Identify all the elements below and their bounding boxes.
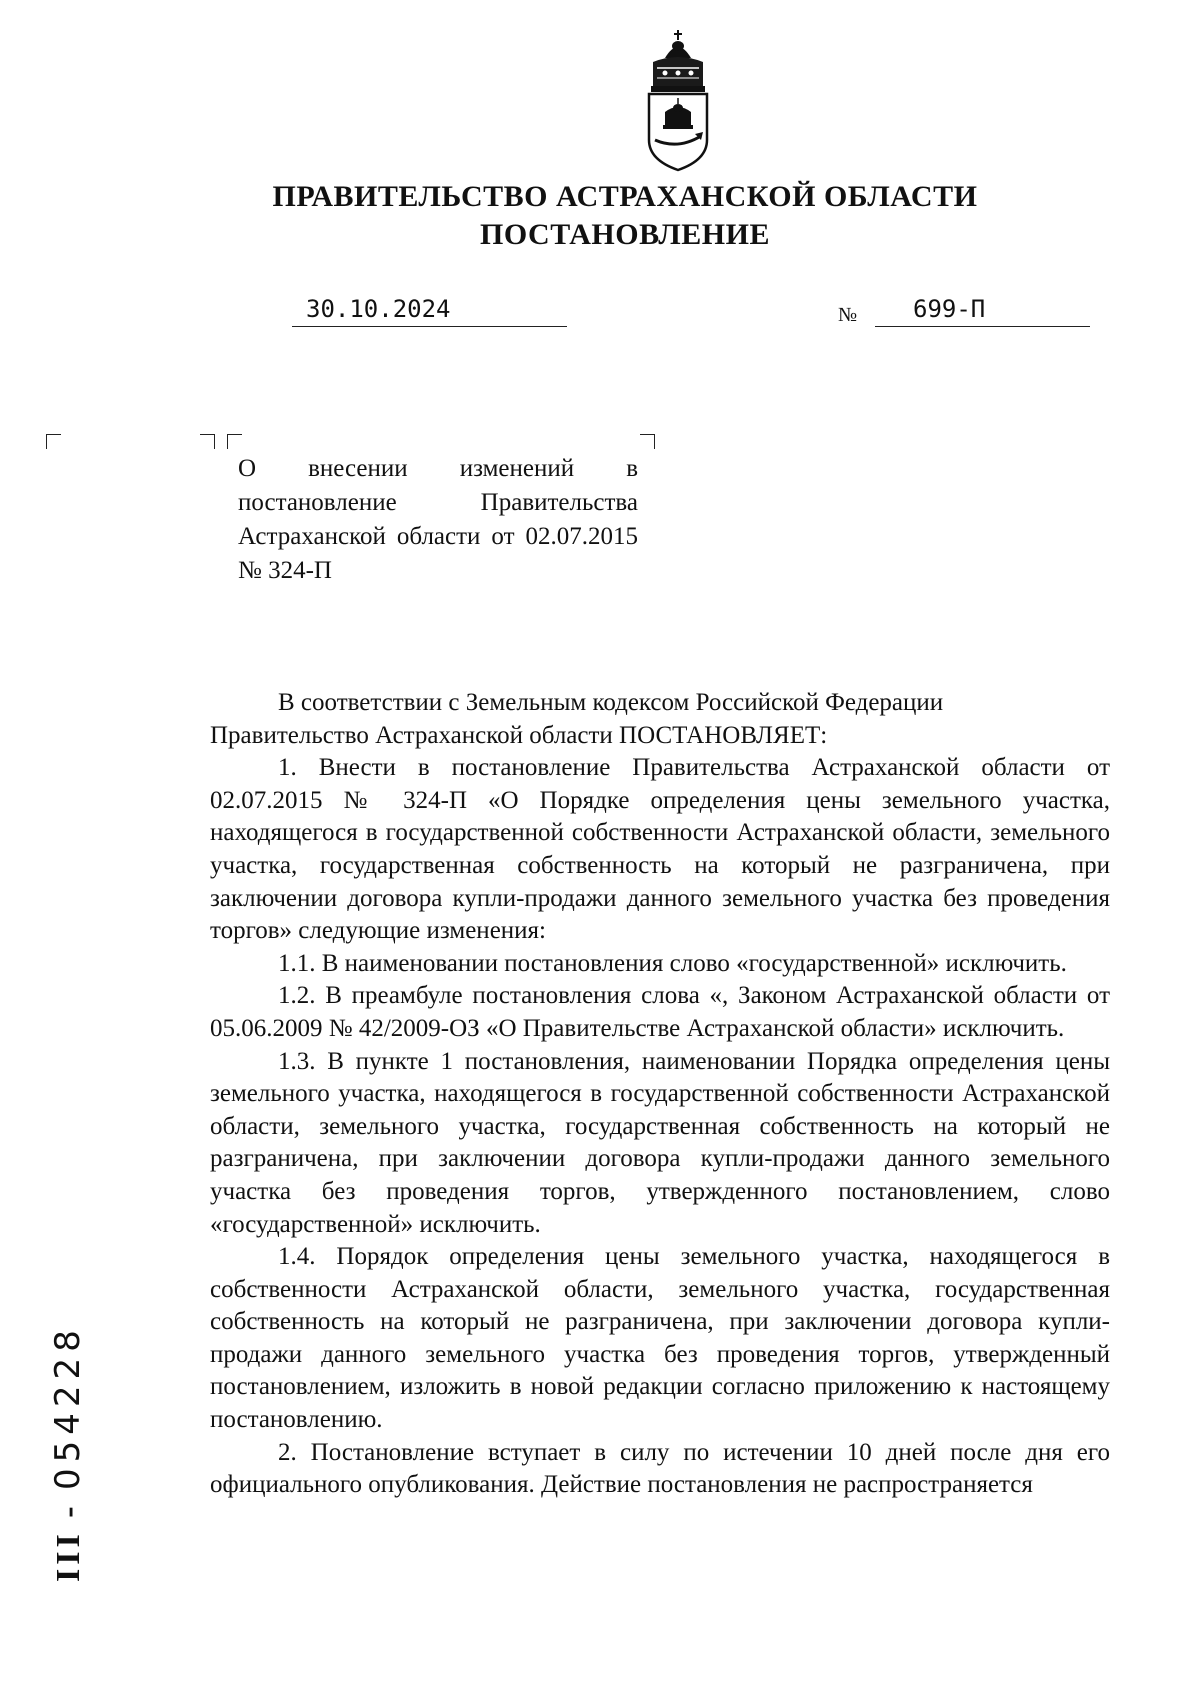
document-body [210, 687, 1110, 1502]
body-paragraph: 1.1. В наименовании постановления слово «государственной» исключить. [278, 949, 1067, 977]
serial-prefix: ІІІ - [50, 1502, 87, 1582]
body-paragraph: В соответствии с Земельным кодексом Российской Федерации [278, 689, 944, 716]
body-paragraph: 1.4. Порядок определения цены земельного участка, находящегося в собственности Астраханской области, земельного участка, государственная собственность на который не разграничена, при заключении договора купли-продажи данного земельного участка без проведения торгов, утвержденный постановлением, изложить в новой редакции согласно приложению к настоящему постановлению. [210, 1243, 1110, 1434]
body-paragraph: 1. Внести в постановление Правительства Астраханской области от 02.07.2015 № 324-П «О Порядке определения цены земельного участка, находящегося в государственной собственности Астраханской области, земельного участка, государственная собственность на который не разграничена, при заключении договора купли-продажи данного земельного участка без проведения торгов» следующие изменения: [210, 754, 1110, 945]
serial-number: 054228 [48, 1324, 88, 1490]
subject-corner-mark-left [227, 434, 242, 449]
document-type-title: ПОСТАНОВЛЕНИЕ [480, 218, 770, 251]
margin-corner-mark [200, 434, 215, 449]
document-number: 699-П [875, 295, 1090, 327]
body-paragraph: Правительство Астраханской области ПОСТАНОВЛЯЕТ: [210, 721, 828, 749]
body-paragraph: 1.3. В пункте 1 постановления, наименовании Порядка определения цены земельного участка, находящегося в государственной собственности Астраханской области, земельного участка, государственная собственность на который не разграничена, при заключении договора купли-продажи данного земельного участка без проведения торгов, утвержденного постановлением, слово «государственной» исключить. [210, 1047, 1110, 1238]
body-paragraph: 2. Постановление вступает в силу по истечении 10 дней после дня его официального опубликования. Действие постановления не распространяется [210, 1438, 1110, 1499]
document-date: 30.10.2024 [292, 295, 567, 327]
document-subject: О внесении изменений в постановление Правительства Астраханской области от 02.07.2015 № 324-П [238, 455, 638, 584]
subject-corner-mark-right [640, 434, 655, 449]
organization-title: ПРАВИТЕЛЬСТВО АСТРАХАНСКОЙ ОБЛАСТИ [272, 180, 978, 213]
body-paragraph: 1.2. В преамбуле постановления слова «, Законом Астраханской области от 05.06.2009 № 42/2009-ОЗ «О Правительстве Астраханской области» исключить. [210, 982, 1110, 1042]
margin-corner-mark [46, 434, 61, 449]
number-sign: № [838, 304, 858, 326]
coat-of-arms-icon [643, 28, 713, 172]
blank-serial-stamp [48, 1324, 88, 1582]
